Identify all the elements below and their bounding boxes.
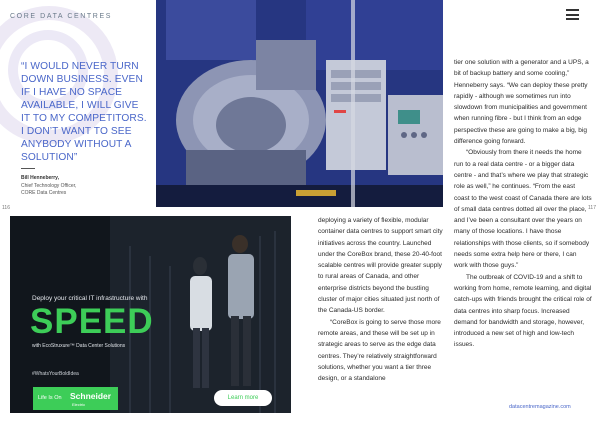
quote-divider [21,168,35,169]
hamburger-menu-icon[interactable] [566,9,579,20]
article-column-1 [318,215,449,384]
section-label: CORE DATA CENTRES [10,13,113,20]
ad-headline: SPEED [30,302,154,341]
logo-brand-sub: Electric [72,402,86,407]
logo-life-is-on: Life Is On [38,395,62,401]
article-paragraph: tier one solution with a generator and a UPS, a bit of backup battery and some cooling,” Henneberry says. “We can deploy these pretty rapidly - although we sometimes run into slowdown from municipalities and government when running fibre - but I think from an edge perspective these are going to make a big, big difference going forward. [454,59,589,146]
article-paragraph: deploying a variety of flexible, modular container data centres to support smart city initiatives across the country. Launched under the CoreBox brand, these 20-40-foot scalable centres will provide greater supply to rural areas of Canada, and other enterprise districts beyond the bustling cluster of major cities situated just north of the Canada-US border. [318,217,443,315]
pull-quote: “I WOULD NEVER TURN DOWN BUSINESS. EVEN IF I HAVE NO SPACE AVAILABLE, I WILL GIVE IT TO MY COMPETITORS. I DON’T WANT TO SEE ANYBODY WITHOUT A SOLUTION” [21,61,147,163]
article-paragraph: “Obviously from there it needs the home run to a real data centre - or a bigger data centre - and that’s where we play that strategic role as well,” he continues. “From the east coast to the west coast of Canada there are lots of small data centres dotted all over the place, and I’ve been a consultant over the years on many of those locations. I have those relationships with those clients, so if somebody needs some extra help here or there, I can work with those guys.” [454,149,592,270]
page-number-left: 116 [2,205,10,211]
article-paragraph: The outbreak of COVID-19 and a shift to working from home, remote learning, and digital catch-ups with friends brought the critical role of data centres into sharp focus. Increased demand for bandwidth and storage, however, introduced a new set of high and low-tech issues. [454,273,592,349]
ad-hashtag: #WhatsYourBoldIdea [32,371,79,377]
logo-brand-name: Schneider [70,391,112,401]
article-paragraph: “CoreBox is going to serve those more remote areas, and these will be set up in strategic areas to serve as the edge data centres. They’re relatively straightforward solutions, whether you want a tier three design, or a standalone [318,318,441,383]
article-column-2 [454,57,592,351]
quote-author-name: Bill Henneberry, [21,175,59,181]
ad-tagline: Deploy your critical IT infrastructure with [32,295,148,302]
page-number-right: 117 [588,205,596,211]
website-link[interactable]: datacentremagazine.com [509,404,571,410]
author-role-line: Chief Technology Officer, [21,183,77,189]
data-centre-generator-photo [156,0,443,207]
quote-author-role [21,183,76,197]
author-role-line: CORE Data Centres [21,190,67,196]
learn-more-button[interactable]: Learn more [214,390,272,406]
ad-subline: with EcoStruxure™ Data Center Solutions [32,343,126,349]
